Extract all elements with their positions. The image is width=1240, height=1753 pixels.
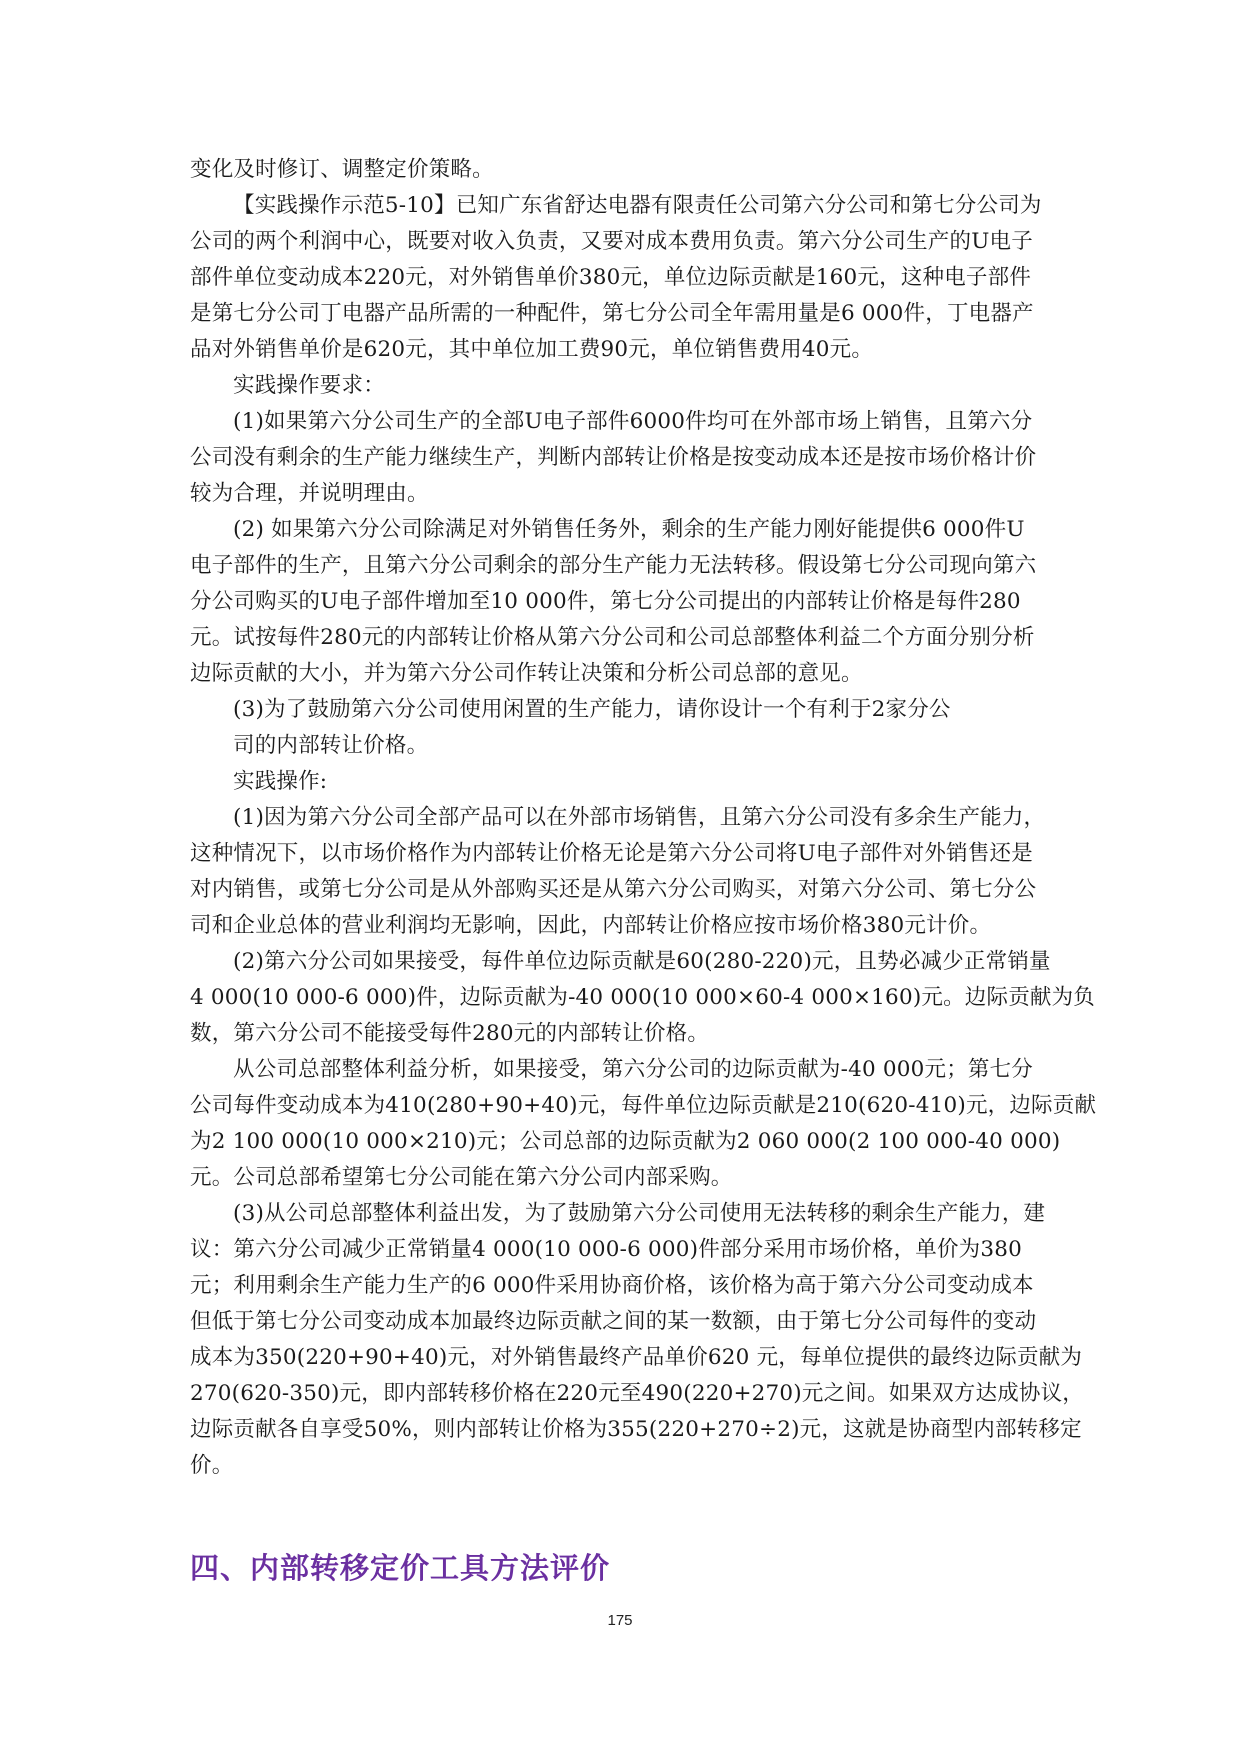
text-line: 公司每件变动成本为410(280+90+40)元，每件单位边际贡献是210(620-410)元，边际贡献 (190, 1093, 1097, 1118)
text-line: 司的内部转让价格。 (233, 733, 429, 758)
text-line: 部件单位变动成本220元，对外销售单价380元，单位边际贡献是160元，这种电子部件 (190, 265, 1032, 290)
text-line: (3)从公司总部整体利益出发，为了鼓励第六分公司使用无法转移的剩余生产能力，建 (233, 1201, 1046, 1226)
text-line: 实践操作要求： (233, 373, 385, 398)
text-line: 但低于第七分公司变动成本加最终边际贡献之间的某一数额，由于第七分公司每件的变动 (190, 1309, 1037, 1334)
text-line: 变化及时修订、调整定价策略。 (190, 157, 494, 182)
text-line: 议：第六分公司减少正常销量4 000(10 000-6 000)件部分采用市场价格，单价为380 (190, 1237, 1023, 1262)
text-line: 边际贡献各自享受50%，则内部转让价格为355(220+270÷2)元，这就是协商型内部转移定 (190, 1417, 1082, 1442)
text-line: (1)如果第六分公司生产的全部U电子部件6000件均可在外部市场上销售，且第六分 (233, 409, 1033, 434)
section-heading: 四、内部转移定价工具方法评价 (190, 1551, 611, 1585)
text-line: 实践操作: (233, 769, 328, 794)
text-line: 4 000(10 000-6 000)件，边际贡献为-40 000(10 000×60-4 000×160)元。边际贡献为负 (190, 985, 1096, 1010)
text-line: 电子部件的生产，且第六分公司剩余的部分生产能力无法转移。假设第七分公司现向第六 (190, 553, 1037, 578)
text-line: 对内销售，或第七分公司是从外部购买还是从第六分公司购买，对第六分公司、第七分公 (190, 877, 1037, 902)
text-line: 元。试按每件280元的内部转让价格从第六分公司和公司总部整体利益二个方面分别分析 (190, 625, 1035, 650)
text-line: (1)因为第六分公司全部产品可以在外部市场销售，且第六分公司没有多余生产能力， (233, 805, 1046, 830)
text-line: (2)第六分公司如果接受，每件单位边际贡献是60(280-220)元，且势必减少正常销量 (233, 949, 1051, 974)
text-line: 【实践操作示范5-10】已知广东省舒达电器有限责任公司第六分公司和第七分公司为 (233, 193, 1042, 218)
text-line: 价。 (190, 1453, 234, 1478)
text-line: 从公司总部整体利益分析，如果接受，第六分公司的边际贡献为-40 000元；第七分 (233, 1057, 1033, 1082)
page-number: 175 (607, 1612, 633, 1629)
text-line: 这种情况下，以市场价格作为内部转让价格无论是第六分公司将U电子部件对外销售还是 (190, 841, 1033, 866)
text-line: (3)为了鼓励第六分公司使用闲置的生产能力，请你设计一个有利于2家分公 (233, 697, 951, 722)
text-line: 较为合理，并说明理由。 (190, 481, 429, 506)
text-line: (2) 如果第六分公司除满足对外销售任务外，剩余的生产能力刚好能提供6 000件U (233, 517, 1025, 542)
text-line: 为2 100 000(10 000×210)元；公司总部的边际贡献为2 060 000(2 100 000-40 000) (190, 1129, 1061, 1154)
text-line: 270(620-350)元，即内部转移价格在220元至490(220+270)元之间。如果双方达成协议， (190, 1381, 1084, 1406)
text-line: 司和企业总体的营业利润均无影响，因此，内部转让价格应按市场价格380元计价。 (190, 913, 992, 938)
text-line: 分公司购买的U电子部件增加至10 000件，第七分公司提出的内部转让价格是每件280 (190, 589, 1021, 614)
text-line: 品对外销售单价是620元，其中单位加工费90元，单位销售费用40元。 (190, 337, 874, 362)
text-line: 公司没有剩余的生产能力继续生产，判断内部转让价格是按变动成本还是按市场价格计价 (190, 445, 1037, 470)
text-line: 公司的两个利润中心，既要对收入负责，又要对成本费用负责。第六分公司生产的U电子 (190, 229, 1033, 254)
body-text (190, 152, 1097, 1484)
text-line: 边际贡献的大小，并为第六分公司作转让决策和分析公司总部的意见。 (190, 661, 863, 686)
text-line: 元。公司总部希望第七分公司能在第六分公司内部采购。 (190, 1165, 733, 1190)
text-line: 是第七分公司丁电器产品所需的一种配件，第七分公司全年需用量是6 000件，丁电器产 (190, 301, 1034, 326)
text-line: 元；利用剩余生产能力生产的6 000件采用协商价格，该价格为高于第六分公司变动成本 (190, 1273, 1034, 1298)
text-line: 成本为350(220+90+40)元，对外销售最终产品单价620 元，每单位提供的最终边际贡献为 (190, 1345, 1083, 1370)
text-line: 数，第六分公司不能接受每件280元的内部转让价格。 (190, 1021, 710, 1046)
